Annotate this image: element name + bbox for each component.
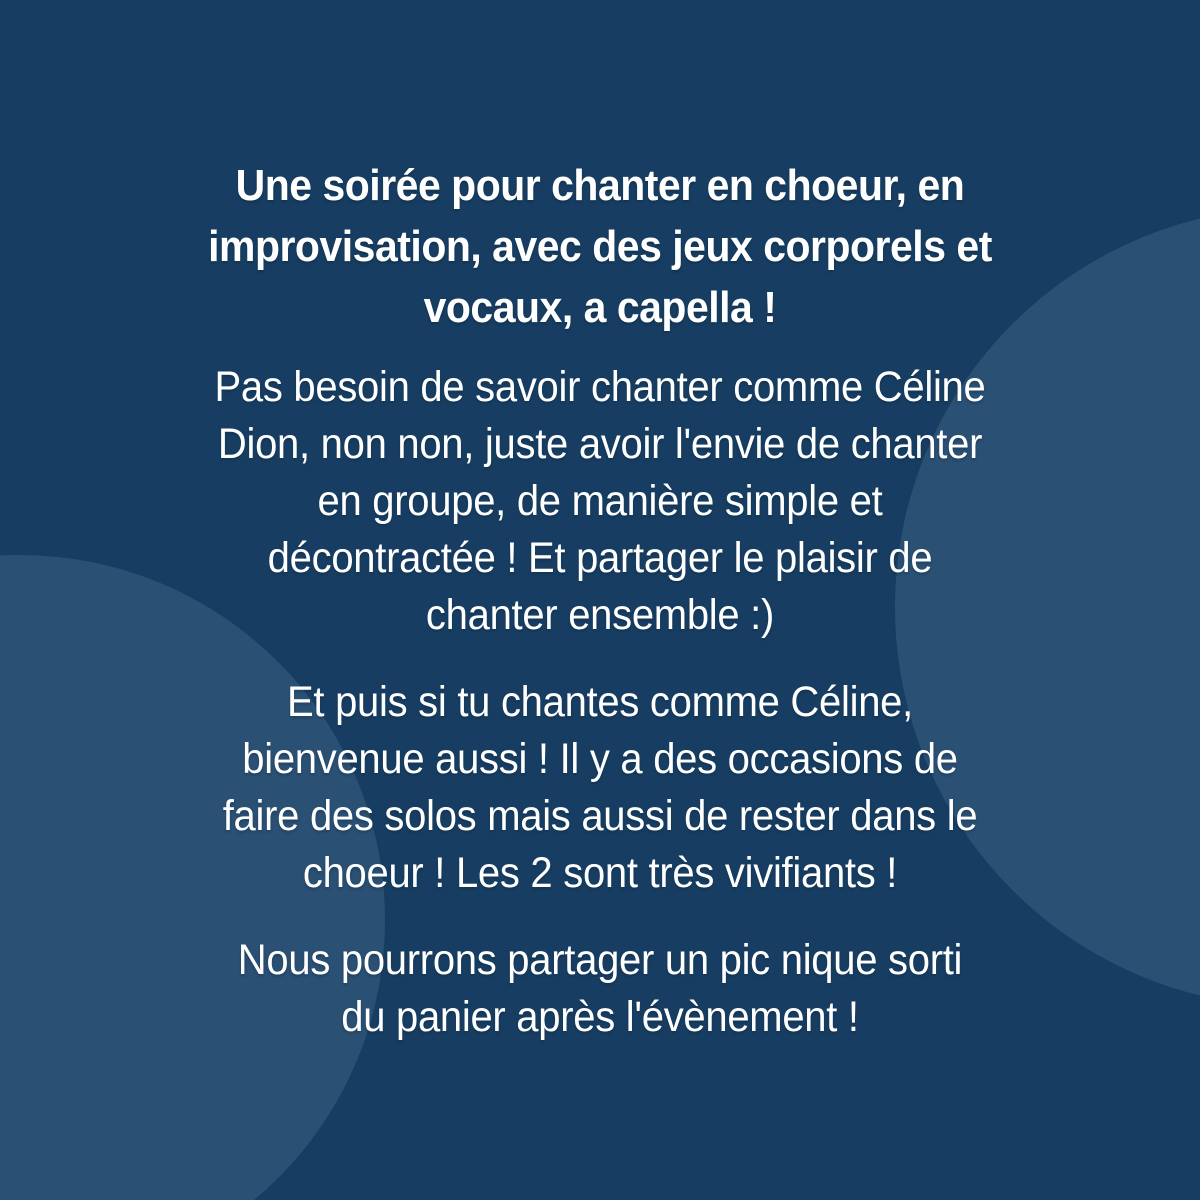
paragraph-line: Pas besoin de savoir chanter comme Céline (214, 363, 986, 411)
title-line: Une soirée pour chanter en choeur, en (235, 161, 965, 210)
paragraph-line: Nous pourrons partager un pic nique sorti (237, 936, 963, 984)
text-content (42, 0, 1158, 1200)
paragraph-line: Dion, non non, juste avoir l'envie de chanter (217, 420, 983, 468)
paragraph-line: du panier après l'évènement ! (341, 993, 859, 1041)
paragraph-line: décontractée ! Et partager le plaisir de (267, 534, 933, 582)
title-line: improvisation, avec des jeux corporels et (208, 222, 992, 271)
paragraph-picnic (42, 932, 1158, 1046)
card-title (42, 155, 1158, 338)
paragraph-line: Et puis si tu chantes comme Céline, (287, 678, 913, 726)
paragraph-line: faire des solos mais aussi de rester dans le (222, 792, 978, 840)
paragraph-line: choeur ! Les 2 sont très vivifiants ! (302, 849, 898, 897)
paragraph-solos (42, 674, 1158, 902)
paragraph-line: en groupe, de manière simple et (317, 477, 883, 525)
paragraph-line: bienvenue aussi ! Il y a des occasions de (242, 735, 958, 783)
paragraph-line: chanter ensemble :) (425, 591, 775, 639)
paragraph-intro (42, 359, 1158, 644)
title-line: vocaux, a capella ! (423, 283, 777, 332)
